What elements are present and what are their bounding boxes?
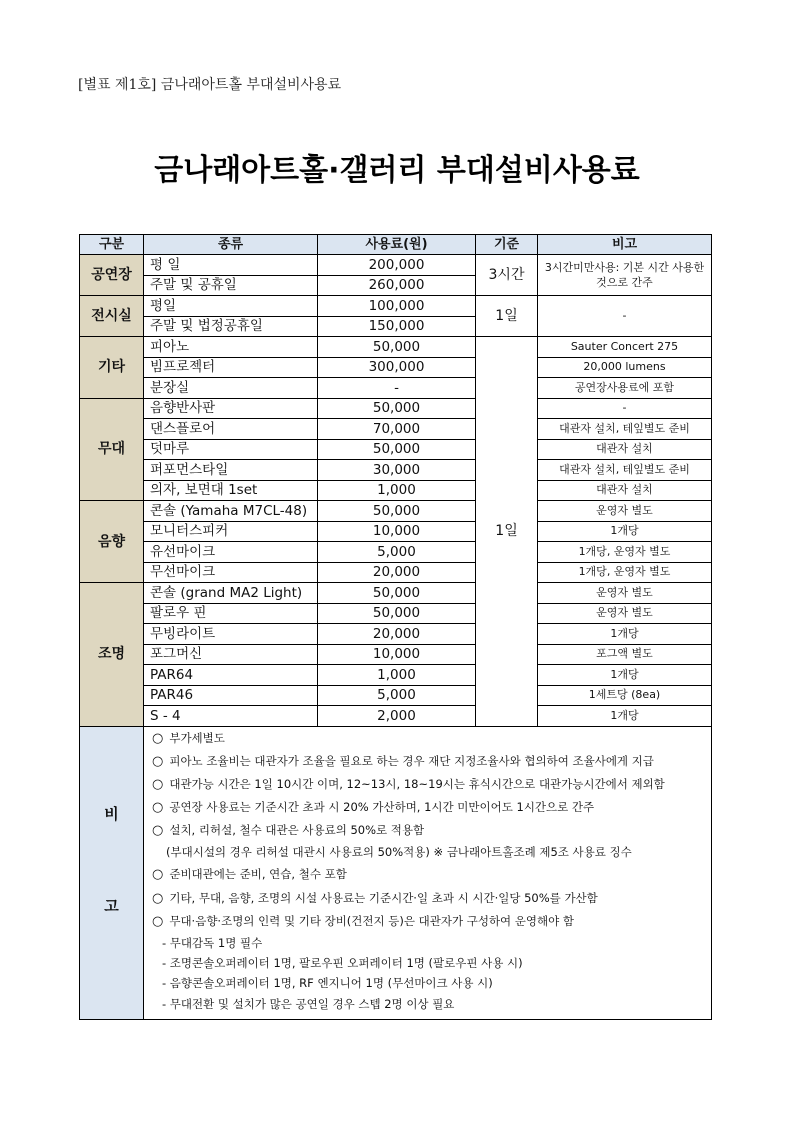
category-light: 조명 xyxy=(80,583,144,727)
category-hall: 공연장 xyxy=(80,255,144,296)
circle-bullet-icon: ○ xyxy=(152,890,164,906)
item-fee: 5,000 xyxy=(318,685,476,706)
item-fee: 20,000 xyxy=(318,562,476,583)
remark-line: - 무대감독 1명 필수 xyxy=(162,936,263,950)
table-row xyxy=(80,644,712,665)
item-note: 1세트당 (8ea) xyxy=(538,685,712,706)
item-fee: 200,000 xyxy=(318,255,476,276)
item-note: 운영자 별도 xyxy=(538,603,712,624)
item-fee: 10,000 xyxy=(318,644,476,665)
item-fee: 50,000 xyxy=(318,398,476,419)
item-note: 20,000 lumens xyxy=(538,357,712,378)
remarks-label-top: 비 xyxy=(104,804,119,823)
item-note: 포그액 별도 xyxy=(538,644,712,665)
remark-line: ○ 공연장 사용료는 기준시간 초과 시 20% 가산하며, 1시간 미만이어도 1시간으로 간주 xyxy=(152,800,595,816)
table-row xyxy=(80,296,712,317)
table-row xyxy=(80,603,712,624)
item-fee: 1,000 xyxy=(318,480,476,501)
table-row xyxy=(80,337,712,358)
item-name: 주말 및 법정공휴일 xyxy=(144,316,318,337)
item-fee: 1,000 xyxy=(318,665,476,686)
item-fee: 5,000 xyxy=(318,542,476,563)
table-row xyxy=(80,706,712,727)
item-fee: 50,000 xyxy=(318,583,476,604)
page-title: 금나래아트홀·갤러리 부대설비사용료 xyxy=(154,153,640,188)
item-note: 운영자 별도 xyxy=(538,583,712,604)
remark-line: ○ 대관가능 시간은 1일 10시간 이며, 12~13시, 18~19시는 휴식시간으로 대관가능시간에서 제외함 xyxy=(152,776,665,792)
item-note: 대관자 설치 xyxy=(538,439,712,460)
remark-line: ○ 설치, 리허설, 철수 대관은 사용료의 50%로 적용함 xyxy=(152,823,425,839)
item-name: 콘솔 (Yamaha M7CL-48) xyxy=(144,501,318,522)
item-name: 빔프로젝터 xyxy=(144,357,318,378)
item-note: 대관자 설치, 테잎별도 준비 xyxy=(538,419,712,440)
item-note: 1개당, 운영자 별도 xyxy=(538,542,712,563)
item-name: 주말 및 공휴일 xyxy=(144,275,318,296)
table-row xyxy=(80,685,712,706)
note-hall: 3시간미만사용: 기본 시간 사용한 것으로 간주 xyxy=(538,255,712,296)
item-name: 댄스플로어 xyxy=(144,419,318,440)
column-header: 비고 xyxy=(538,235,712,255)
item-note: 1개당 xyxy=(538,624,712,645)
item-note: 1개당 xyxy=(538,665,712,686)
table-row xyxy=(80,255,712,276)
remark-line: (부대시설의 경우 리허설 대관시 사용료의 50%적용) ※ 금나래아트홀조례 제5조 사용료 징수 xyxy=(166,845,632,860)
circle-bullet-icon: ○ xyxy=(152,823,164,839)
item-note: 대관자 설치, 테잎별도 준비 xyxy=(538,460,712,481)
table-row xyxy=(80,501,712,522)
category-sound: 음향 xyxy=(80,501,144,583)
remark-line: ○ 기타, 무대, 음향, 조명의 시설 사용료는 기준시간·일 초과 시 시간·일당 50%를 가산함 xyxy=(152,890,598,906)
table-row xyxy=(80,521,712,542)
item-fee: - xyxy=(318,378,476,399)
table-row xyxy=(80,439,712,460)
column-header: 종류 xyxy=(144,235,318,255)
item-name: 모니터스피커 xyxy=(144,521,318,542)
item-fee: 260,000 xyxy=(318,275,476,296)
category-stage: 무대 xyxy=(80,398,144,501)
item-fee: 30,000 xyxy=(318,460,476,481)
table-row xyxy=(80,480,712,501)
remarks-label-bottom: 고 xyxy=(104,896,119,915)
remark-line: - 무대전환 및 설치가 많은 공연일 경우 스텝 2명 이상 필요 xyxy=(162,996,455,1011)
item-note: 대관자 설치 xyxy=(538,480,712,501)
item-name: 콘솔 (grand MA2 Light) xyxy=(144,583,318,604)
item-note: Sauter Concert 275 xyxy=(538,337,712,358)
category-etc: 기타 xyxy=(80,337,144,399)
item-note: 1개당 xyxy=(538,706,712,727)
column-header: 기준 xyxy=(476,235,538,255)
table-row xyxy=(80,583,712,604)
item-fee: 50,000 xyxy=(318,501,476,522)
remark-line: ○ 무대·음향·조명의 인력 및 기타 장비(건전지 등)은 대관자가 구성하여 운영해야 함 xyxy=(152,913,575,929)
table-row xyxy=(80,562,712,583)
header-note: [별표 제1호] 금나래아트홀 부대설비사용료 xyxy=(78,77,342,93)
item-fee: 50,000 xyxy=(318,337,476,358)
item-fee: 2,000 xyxy=(318,706,476,727)
item-fee: 150,000 xyxy=(318,316,476,337)
table-row xyxy=(80,542,712,563)
item-fee: 70,000 xyxy=(318,419,476,440)
circle-bullet-icon: ○ xyxy=(152,800,164,816)
item-note: 1개당 xyxy=(538,521,712,542)
item-name: 무빙라이트 xyxy=(144,624,318,645)
remark-line: ○ 부가세별도 xyxy=(152,730,225,746)
remarks-content xyxy=(144,726,712,1019)
circle-bullet-icon: ○ xyxy=(152,913,164,929)
item-note: 1개당, 운영자 별도 xyxy=(538,562,712,583)
table-row xyxy=(80,398,712,419)
item-fee: 300,000 xyxy=(318,357,476,378)
remark-line: - 조명콘솔오퍼레이터 1명, 팔로우핀 오퍼레이터 1명 (팔로우핀 사용 시) xyxy=(162,956,523,971)
item-note: - xyxy=(538,398,712,419)
circle-bullet-icon: ○ xyxy=(152,776,164,792)
item-name: 포그머신 xyxy=(144,644,318,665)
column-header: 구분 xyxy=(80,235,144,255)
item-name: 퍼포먼스타일 xyxy=(144,460,318,481)
remark-line: - 음향콘솔오퍼레이터 1명, RF 엔지니어 1명 (무선마이크 사용 시) xyxy=(162,976,493,991)
remarks-row xyxy=(80,726,712,1019)
basis-hall: 3시간 xyxy=(476,255,538,296)
table-row xyxy=(80,624,712,645)
item-name: 분장실 xyxy=(144,378,318,399)
circle-bullet-icon: ○ xyxy=(152,753,164,769)
item-note: 공연장사용료에 포함 xyxy=(538,378,712,399)
item-fee: 10,000 xyxy=(318,521,476,542)
table-header-row xyxy=(80,235,712,255)
item-name: 유선마이크 xyxy=(144,542,318,563)
item-name: 의자, 보면대 1set xyxy=(144,480,318,501)
item-name: 평 일 xyxy=(144,255,318,276)
circle-bullet-icon: ○ xyxy=(152,867,164,883)
column-header: 사용료(원) xyxy=(318,235,476,255)
item-name: 평일 xyxy=(144,296,318,317)
category-gallery: 전시실 xyxy=(80,296,144,337)
item-fee: 50,000 xyxy=(318,603,476,624)
item-fee: 20,000 xyxy=(318,624,476,645)
circle-bullet-icon: ○ xyxy=(152,730,164,746)
remark-line: ○ 피아노 조율비는 대관자가 조율을 필요로 하는 경우 재단 지정조율사와 협의하여 조율사에게 지급 xyxy=(152,753,654,769)
item-name: 피아노 xyxy=(144,337,318,358)
note-gallery: - xyxy=(538,296,712,337)
item-fee: 100,000 xyxy=(318,296,476,317)
item-name: PAR46 xyxy=(144,685,318,706)
item-name: 음향반사판 xyxy=(144,398,318,419)
item-name: PAR64 xyxy=(144,665,318,686)
basis-others: 1일 xyxy=(476,337,538,727)
item-fee: 50,000 xyxy=(318,439,476,460)
item-note: 운영자 별도 xyxy=(538,501,712,522)
fee-table xyxy=(79,234,712,1020)
basis-gallery: 1일 xyxy=(476,296,538,337)
item-name: 팔로우 핀 xyxy=(144,603,318,624)
table-row xyxy=(80,357,712,378)
table-row xyxy=(80,665,712,686)
category-remarks xyxy=(80,726,144,1019)
item-name: 무선마이크 xyxy=(144,562,318,583)
table-row xyxy=(80,460,712,481)
table-row xyxy=(80,419,712,440)
item-name: S - 4 xyxy=(144,706,318,727)
remark-line: ○ 준비대관에는 준비, 연습, 철수 포함 xyxy=(152,867,347,883)
table-row xyxy=(80,378,712,399)
item-name: 덧마루 xyxy=(144,439,318,460)
